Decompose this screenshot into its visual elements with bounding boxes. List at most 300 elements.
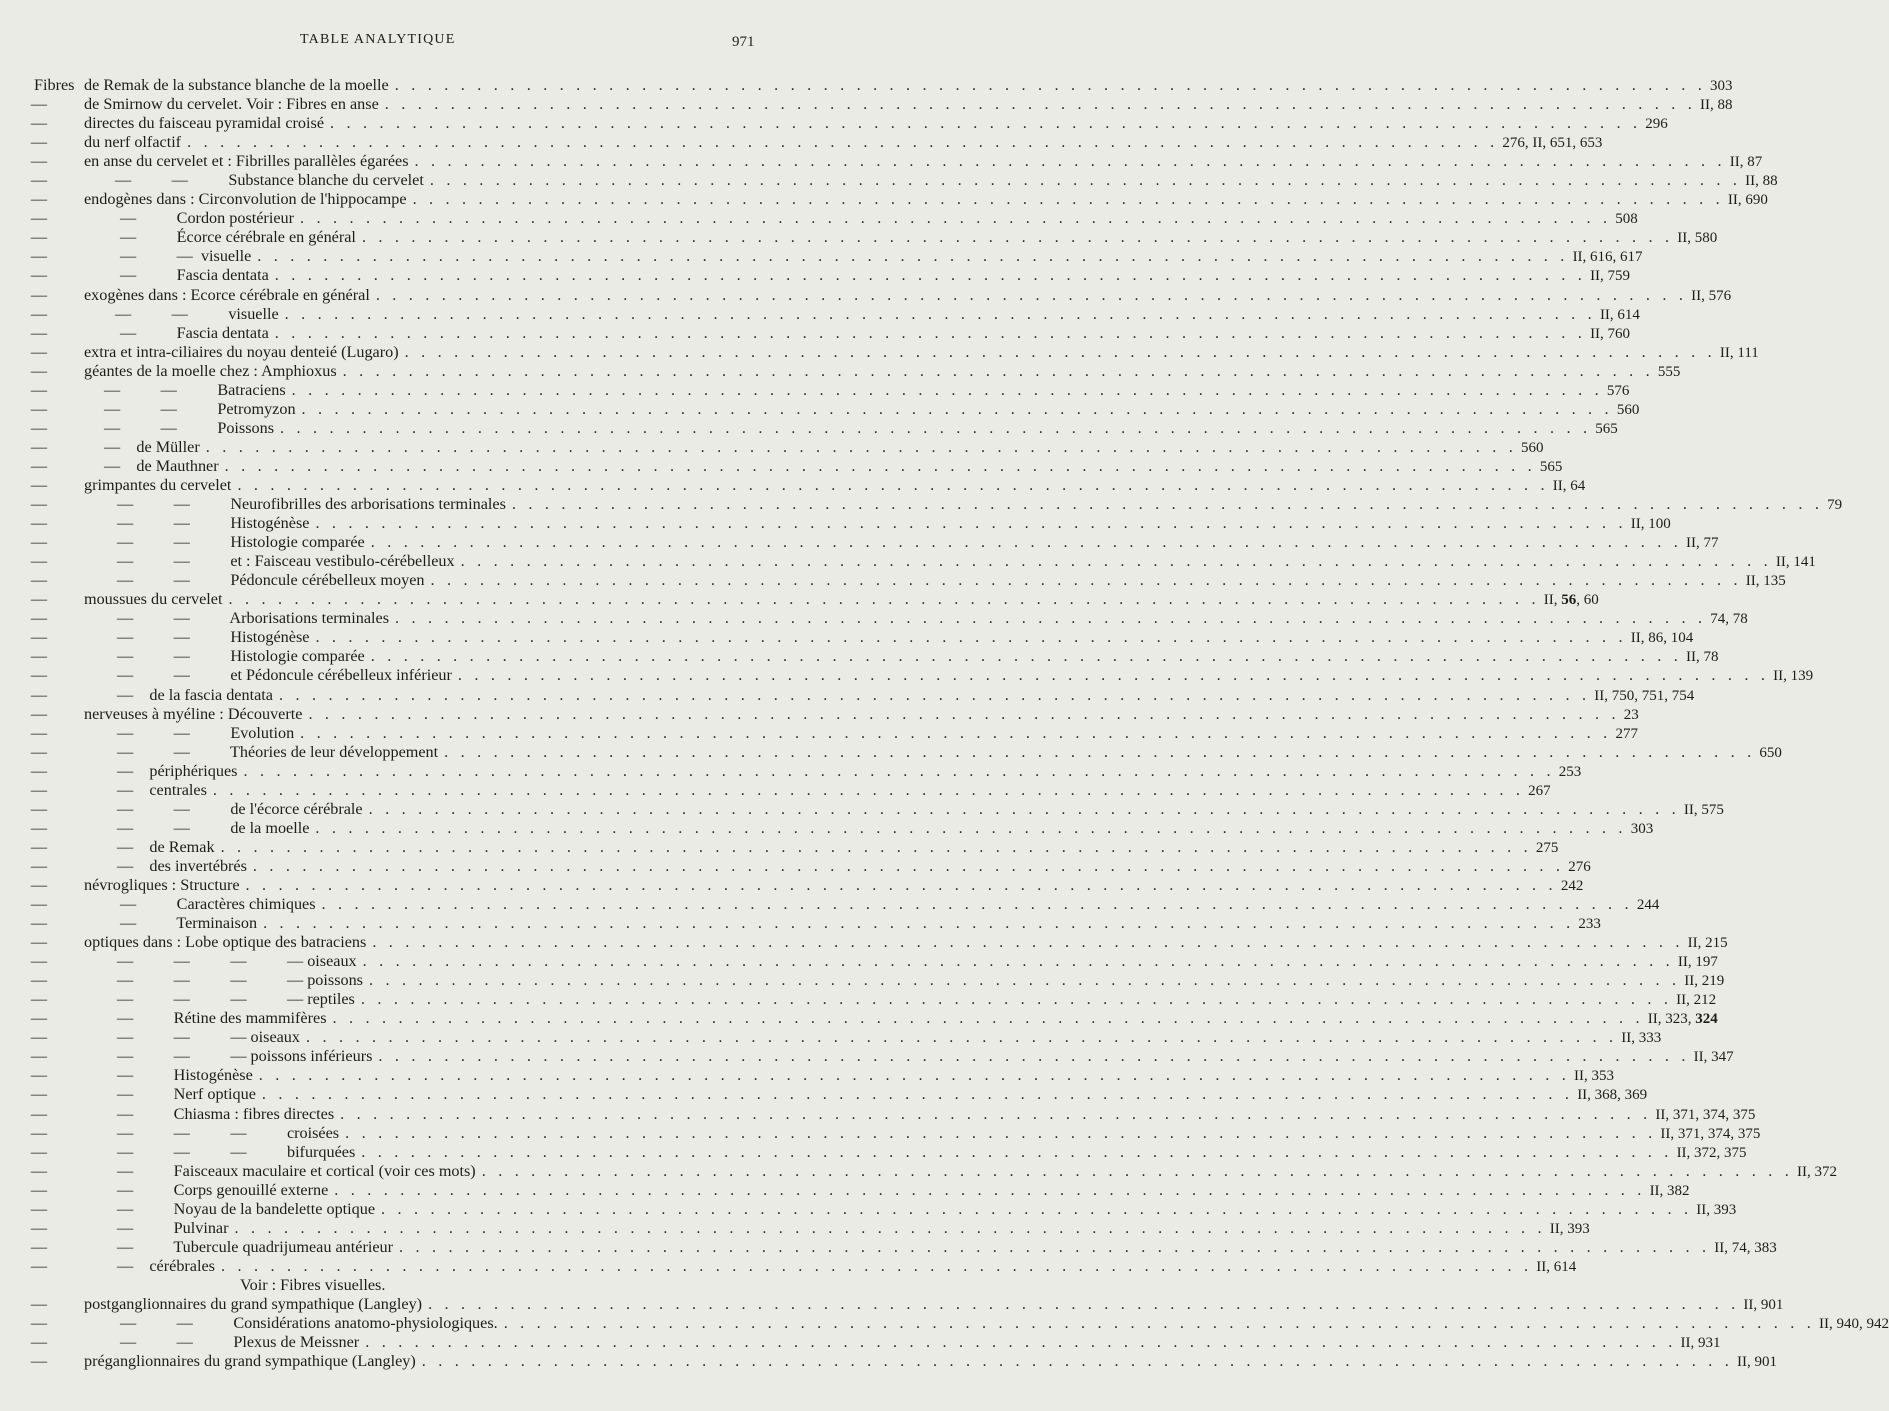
index-entry (0, 1256, 1577, 1276)
entry-text: — — Considérations anatomo-physiologiques. (120, 1314, 498, 1333)
repeat-dash: — (30, 418, 48, 437)
leader-dots: . . . . . . . . . . . . . . . . . . . . . . . . . . . . . . . . . . . . . . . . . . . . . . . . . . . . . . . . . . . . . . . . . . . . . . . . . . . . . . . . (224, 456, 1536, 475)
index-entry (0, 285, 1732, 305)
repeat-dash: — (30, 1333, 48, 1352)
entry-body (120, 247, 1643, 266)
entry-body (117, 990, 1717, 1009)
index-entry (0, 190, 1768, 209)
index-entry (0, 837, 1559, 857)
page-reference: 276 (1568, 858, 1591, 875)
entry-text: — Tubercule quadrijumeau antérieur (117, 1237, 394, 1256)
page-reference: 576 (1606, 382, 1630, 399)
leader-dots: . . . . . . . . . . . . . . . . . . . . . . . . . . . . . . . . . . . . . . . . . . . . . . . . . . . . . . . . . . . . . . . . . . . . . . . . . . . . . . . . (278, 685, 1591, 704)
entry-text: — — — poissons inférieurs (117, 1047, 373, 1066)
page-reference: II, 901 (1743, 1297, 1784, 1313)
repeat-dash: — (30, 1256, 48, 1275)
repeat-dash: — (30, 95, 48, 114)
entry-text: — — de la moelle (117, 818, 310, 837)
page-reference: II, 372, 375 (1676, 1144, 1747, 1161)
entry-body (117, 495, 1843, 514)
entry-text: — — Pédoncule cérébelleux moyen (117, 571, 425, 590)
index-entry (0, 799, 1724, 819)
entry-body (117, 609, 1748, 628)
leader-dots: . . . . . . . . . . . . . . . . . . . . . . . . . . . . . . . . . . . . . . . . . . . . . . . . . . . . . . . . . . . . . . . . . . . . . . . . . . . . . . . . (257, 247, 1569, 266)
repeat-dash: — (30, 1218, 48, 1237)
leader-dots: . . . . . . . . . . . . . . . . . . . . . . . . . . . . . . . . . . . . . . . . . . . . . . . . . . . . . . . . . . . . . . . . . . . . . . . . . . . . . . . . (394, 76, 1707, 94)
entry-body (104, 437, 1544, 457)
repeat-dash: — (30, 1085, 48, 1104)
entry-body (84, 190, 1768, 209)
leader-dots: . . . . . . . . . . . . . . . . . . . . . . . . . . . . . . . . . . . . . . . . . . . . . . . . . . . . . . . . . . . . . . . . . . . . . . . . . . . . . . . . (321, 895, 1633, 914)
index-entry (0, 323, 1631, 343)
page-reference: II, 576 (1691, 287, 1732, 304)
entry-text: de Smirnow du cervelet. Voir : Fibres en anse (84, 95, 379, 114)
repeat-dash: — (30, 228, 48, 247)
entry-text: — de Müller (104, 437, 200, 456)
repeat-dash: — (30, 1066, 48, 1085)
page-reference: 276, II, 651, 653 (1502, 135, 1603, 152)
page-reference: II, 88 (1700, 97, 1733, 114)
entry-body (84, 152, 1763, 171)
leader-dots: . . . . . . . . . . . . . . . . . . . . . . . . . . . . . . . . . . . . . . . . . . . . . . . . . . . . . . . . . . . . . . . . . . . . . . . . . . . . . . . . (361, 228, 1674, 247)
index-entry (0, 1009, 1718, 1028)
index-entry (0, 495, 1843, 514)
leader-dots: . . . . . . . . . . . . . . . . . . . . . . . . . . . . . . . . . . . . . . . . . . . . . . . . . . . . . . . . . . . . . . . . . . . . . . . . . . . . . . . . (243, 761, 1555, 780)
leader-dots: . . . . . . . . . . . . . . . . . . . . . . . . . . . . . . . . . . . . . . . . . . . . . . . . . . . . . . . . . . . . . . . . . . . . . . . . . . . . . . . . (370, 533, 1682, 552)
page-reference: 303 (1630, 820, 1654, 837)
leader-dots: . . . . . . . . . . . . . . . . . . . . . . . . . . . . . . . . . . . . . . . . . . . . . . . . . . . . . . . . . . . . . . . . . . . . . . . . . . . . . . . . (360, 990, 1673, 1009)
repeat-dash: — (30, 971, 48, 990)
repeat-dash: — (30, 323, 48, 342)
leader-dots: . . . . . . . . . . . . . . . . . . . . . . . . . . . . . . . . . . . . . . . . . . . . . . . . . . . . . . . . . . . . . . . . . . . . . . . . . . . . . . . . (429, 171, 1742, 190)
page-reference: II, 353 (1574, 1068, 1615, 1085)
index-entry (0, 266, 1631, 285)
page-reference: II, 940, 942 (1818, 1316, 1889, 1333)
page-reference: II, 759 (1590, 268, 1631, 285)
page-reference: 233 (1578, 916, 1601, 933)
index-entry (0, 152, 1763, 171)
leader-dots: . . . . . . . . . . . . . . . . . . . . . . . . . . . . . . . . . . . . . . . . . . . . . . . . . . . . . . . . . . . . . . . . . . . . . . . . . . . . . . . . (342, 361, 1654, 380)
leader-dots: . . . . . . . . . . . . . . . . . . . . . . . . . . . . . . . . . . . . . . . . . . . . . . . . . . . . . . . . . . . . . . . . . . . . . . . . . . . . . . . . (237, 475, 1549, 494)
page-header (0, 30, 800, 54)
index-entry (0, 666, 1814, 685)
entry-body (117, 1123, 1761, 1143)
repeat-dash: — (30, 761, 48, 780)
entry-text: — — Histogénèse (117, 628, 310, 647)
page-reference: II, 393 (1696, 1201, 1737, 1218)
leader-dots: . . . . . . . . . . . . . . . . . . . . . . . . . . . . . . . . . . . . . . . . . . . . . . . . . . . . . . . . . . . . . . . . . . . . . . . . . . . . . . . . (291, 380, 1603, 399)
page-reference: II, 575 (1683, 801, 1724, 818)
entry-body (117, 1142, 1747, 1162)
page-reference: II, 100 (1630, 516, 1671, 533)
leader-dots: . . . . . . . . . . . . . . . . . . . . . . . . . . . . . . . . . . . . . . . . . . . . . . . . . . . . . . . . . . . . . . . . . . . . . . . . . . . . . . . . (460, 552, 1772, 571)
entry-body (120, 914, 1601, 933)
index-entry (0, 914, 1601, 933)
page-reference: II, 393 (1549, 1220, 1590, 1237)
leader-dots: . . . . . . . . . . . . . . . . . . . . . . . . . . . . . . . . . . . . . . . . . . . . . . . . . . . . . . . . . . . . . . . . . . . . . . . . . . . . . . . . (245, 875, 1557, 894)
index-entry (0, 1333, 1721, 1352)
index-entry (0, 933, 1728, 952)
entry-text: — — Poissons (104, 418, 274, 437)
index-entry (0, 1314, 1889, 1333)
page-reference: 650 (1759, 744, 1782, 761)
index-entry (0, 895, 1660, 914)
index-entry (0, 1161, 1837, 1181)
entry-text: — — Histologie comparée (117, 533, 365, 552)
index-entry (0, 133, 1603, 152)
repeat-dash: — (30, 571, 48, 590)
entry-body (84, 95, 1733, 114)
leader-dots: . . . . . . . . . . . . . . . . . . . . . . . . . . . . . . . . . . . . . . . . . . . . . . . . . . . . . . . . . . . . . . . . . . . . . . . . . . . . . . . . (421, 1352, 1734, 1371)
entry-text: grimpantes du cervelet (84, 475, 232, 494)
leader-dots: . . . . . . . . . . . . . . . . . . . . . . . . . . . . . . . . . . . . . . . . . . . . . . . . . . . . . . . . . . . . . . . . . . . . . . . . . . . . . . . . (315, 628, 1627, 647)
page-reference: 23 (1623, 706, 1639, 723)
entry-body (120, 1333, 1721, 1352)
entry-text: — de Remak (117, 837, 215, 856)
index-entry (0, 475, 1586, 495)
page-reference: II, 56, 60 (1543, 592, 1599, 609)
repeat-dash: — (30, 685, 48, 704)
page-reference: II, 77 (1685, 535, 1719, 552)
entry-text: — — — bifurquées (117, 1142, 356, 1161)
page-reference: II, 382 (1649, 1182, 1690, 1199)
leader-dots: . . . . . . . . . . . . . . . . . . . . . . . . . . . . . . . . . . . . . . . . . . . . . . . . . . . . . . . . . . . . . . . . . . . . . . . . . . . . . . . . (430, 571, 1742, 590)
repeat-dash: — (30, 1180, 48, 1199)
entry-text: névrogliques : Structure (84, 875, 240, 894)
repeat-dash: — (30, 1295, 48, 1313)
entry-text: — Rétine des mammifères (117, 1009, 327, 1028)
repeat-dash: — (30, 209, 48, 228)
entry-text: Voir : Fibres visuelles. (240, 1275, 386, 1294)
leader-dots: . . . . . . . . . . . . . . . . . . . . . . . . . . . . . . . . . . . . . . . . . . . . . . . . . . . . . . . . . . . . . . . . . . . . . . . . . . . . . . . . (395, 609, 1707, 628)
page-reference: II, 87 (1729, 154, 1763, 171)
index-entry (0, 456, 1563, 476)
page-reference: 565 (1595, 420, 1618, 437)
entry-text: — Pulvinar (117, 1218, 229, 1237)
entry-body (104, 418, 1618, 438)
page-reference: II, 616, 617 (1572, 249, 1643, 266)
repeat-dash: — (30, 990, 48, 1009)
entry-text: postganglionnaires du grand sympathique (Langley) (84, 1295, 423, 1313)
repeat-dash: — (30, 171, 48, 190)
entry-text: du nerf olfactif (84, 133, 182, 152)
entry-body (117, 856, 1591, 876)
leader-dots: . . . . . . . . . . . . . . . . . . . . . . . . . . . . . . . . . . . . . . . . . . . . . . . . . . . . . . . . . . . . . . . . . . . . . . . . . . . . . . . . (212, 780, 1525, 799)
entry-text: — Fascia dentata (120, 323, 269, 342)
page-reference: II, 197 (1677, 954, 1718, 971)
repeat-dash: — (30, 647, 48, 666)
repeat-dash: — (30, 361, 48, 380)
entry-text: — Corps genouillé externe (117, 1180, 329, 1199)
entry-text: — — — croisées (117, 1123, 340, 1142)
entry-text: — — — oiseaux (117, 1028, 300, 1047)
entry-text: en anse du cervelet et : Fibrilles parallèles égarées (84, 152, 409, 171)
index-entry (0, 628, 1694, 647)
index-entry (0, 380, 1630, 400)
page-reference: II, 323, 324 (1647, 1011, 1718, 1028)
index-entry (0, 818, 1654, 838)
leader-dots: . . . . . . . . . . . . . . . . . . . . . . . . . . . . . . . . . . . . . . . . . . . . . . . . . . . . . . . . . . . . . . . . . . . . . . . . . . . . . . . . (300, 209, 1612, 228)
entry-text: — — Histogénèse (117, 514, 310, 533)
entry-text: — — et : Faisceau vestibulo-cérébelleux (117, 552, 455, 571)
repeat-dash: — (30, 1123, 48, 1142)
repeat-dash: — (30, 1352, 48, 1371)
leader-dots: . . . . . . . . . . . . . . . . . . . . . . . . . . . . . . . . . . . . . . . . . . . . . . . . . . . . . . . . . . . . . . . . . . . . . . . . . . . . . . . . (308, 704, 1620, 723)
index-entry (0, 514, 1671, 533)
entry-body (117, 818, 1654, 838)
page-reference: II, 901 (1737, 1354, 1778, 1371)
index-entry (0, 76, 1733, 95)
index-entry (0, 704, 1639, 724)
entry-text: exogènes dans : Ecorce cérébrale en général (84, 285, 370, 304)
index-entry (0, 533, 1719, 552)
leader-dots: . . . . . . . . . . . . . . . . . . . . . . . . . . . . . . . . . . . . . . . . . . . . . . . . . . . . . . . . . . . . . . . . . . . . . . . . . . . . . . . . (372, 933, 1684, 952)
leader-dots: . . . . . . . . . . . . . . . . . . . . . . . . . . . . . . . . . . . . . . . . . . . . . . . . . . . . . . . . . . . . . . . . . . . . . . . . . . . . . . . . (511, 495, 1824, 514)
page-reference: II, 931 (1680, 1335, 1721, 1352)
leader-dots: . . . . . . . . . . . . . . . . . . . . . . . . . . . . . . . . . . . . . . . . . . . . . . . . . . . . . . . . . . . . . . . . . . . . . . . . . . . . . . . . (444, 742, 1756, 761)
entry-body (117, 1104, 1756, 1124)
repeat-dash: — (30, 875, 48, 894)
repeat-dash: — (30, 495, 48, 514)
entry-body (117, 1256, 1577, 1276)
repeat-dash: — (30, 609, 48, 628)
leader-dots: . . . . . . . . . . . . . . . . . . . . . . . . . . . . . . . . . . . . . . . . . . . . . . . . . . . . . . . . . . . . . . . . . . . . . . . . . . . . . . . . (381, 1199, 1693, 1218)
index-entry (0, 875, 1584, 895)
page-reference: II, 368, 369 (1577, 1087, 1648, 1104)
entry-text: — Nerf optique (117, 1085, 256, 1104)
index-entry (0, 990, 1717, 1009)
entry-body (84, 285, 1732, 305)
index-entry (0, 1180, 1690, 1200)
entry-body (120, 1314, 1889, 1333)
index-entry (0, 971, 1725, 990)
entry-text: — cérébrales (117, 1256, 215, 1275)
entry-body (117, 1199, 1737, 1219)
index-entry (0, 780, 1551, 800)
repeat-dash: — (30, 1237, 48, 1256)
repeat-dash: — (30, 742, 48, 761)
repeat-dash: — (30, 552, 48, 571)
repeat-dash: — (30, 304, 48, 323)
index-entry (0, 1123, 1761, 1143)
entry-text: — Écorce cérébrale en général (120, 228, 356, 247)
entry-body (84, 590, 1599, 609)
index-entry (0, 1295, 1784, 1314)
leader-dots: . . . . . . . . . . . . . . . . . . . . . . . . . . . . . . . . . . . . . . . . . . . . . . . . . . . . . . . . . . . . . . . . . . . . . . . . . . . . . . . . (368, 799, 1680, 818)
index-entry (0, 1104, 1756, 1124)
index-entry (0, 723, 1638, 743)
entry-text: — de Mauthner (104, 456, 219, 475)
repeat-dash: — (30, 1314, 48, 1333)
entry-text: — — visuelle (115, 304, 279, 323)
index-entry (0, 209, 1638, 228)
entry-body (120, 266, 1631, 285)
page-reference: II, 78 (1685, 649, 1719, 666)
leader-dots: . . . . . . . . . . . . . . . . . . . . . . . . . . . . . . . . . . . . . . . . . . . . . . . . . . . . . . . . . . . . . . . . . . . . . . . . . . . . . . . . (384, 95, 1697, 114)
entry-text: — Fascia dentata (120, 266, 269, 285)
repeat-dash: — (30, 1009, 48, 1028)
repeat-dash: — (30, 190, 48, 209)
entry-text: de Remak de la substance blanche de la moelle (84, 76, 389, 94)
leader-dots: . . . . . . . . . . . . . . . . . . . . . . . . . . . . . . . . . . . . . . . . . . . . . . . . . . . . . . . . . . . . . . . . . . . . . . . . . . . . . . . . (399, 1237, 1711, 1256)
page-reference: 253 (1558, 763, 1582, 780)
repeat-dash: — (30, 1199, 48, 1218)
leader-dots: . . . . . . . . . . . . . . . . . . . . . . . . . . . . . . . . . . . . . . . . . . . . . . . . . . . . . . . . . . . . . . . . . . . . . . . . . . . . . . . . (378, 1047, 1690, 1066)
index-entry (0, 114, 1668, 133)
entry-text: préganglionnaires du grand sympathique (Langley) (84, 1352, 416, 1371)
repeat-dash: — (30, 666, 48, 685)
entry-body (117, 761, 1582, 781)
index-entry (0, 552, 1816, 571)
page-reference: II, 372 (1796, 1163, 1837, 1180)
entry-body (84, 361, 1681, 381)
leader-dots: . . . . . . . . . . . . . . . . . . . . . . . . . . . . . . . . . . . . . . . . . . . . . . . . . . . . . . . . . . . . . . . . . . . . . . . . . . . . . . . . (261, 1085, 1574, 1104)
repeat-dash: — (30, 437, 48, 456)
page-reference: 508 (1615, 211, 1638, 228)
entry-text: — Caractères chimiques (120, 895, 316, 914)
entry-text: — — Evolution (117, 723, 295, 742)
page-reference: II, 215 (1687, 935, 1728, 952)
entry-body (117, 1066, 1615, 1085)
page-reference: II, 690 (1727, 192, 1768, 209)
index-entry (0, 647, 1719, 666)
page-reference: II, 212 (1676, 992, 1717, 1009)
leader-dots: . . . . . . . . . . . . . . . . . . . . . . . . . . . . . . . . . . . . . . . . . . . . . . . . . . . . . . . . . . . . . . . . . . . . . . . . . . . . . . . . (315, 514, 1627, 533)
page-reference: 242 (1560, 877, 1584, 894)
entry-body (84, 76, 1733, 95)
entry-text: — Chiasma : fibres directes (117, 1104, 335, 1123)
page-number: 971 (732, 34, 755, 50)
entry-body (117, 533, 1719, 552)
entry-body (117, 552, 1816, 571)
page-reference: II, 86, 104 (1630, 630, 1694, 647)
leader-dots: . . . . . . . . . . . . . . . . . . . . . . . . . . . . . . . . . . . . . . . . . . . . . . . . . . . . . . . . . . . . . . . . . . . . . . . . . . . . . . . . (481, 1161, 1793, 1180)
index-entry (0, 590, 1599, 609)
page-reference: 560 (1521, 439, 1544, 456)
entry-body (120, 323, 1631, 343)
repeat-dash: — (30, 818, 48, 837)
leader-dots: . . . . . . . . . . . . . . . . . . . . . . . . . . . . . . . . . . . . . . . . . . . . . . . . . . . . . . . . . . . . . . . . . . . . . . . . . . . . . . . . (503, 1314, 1815, 1333)
index-entry (0, 1085, 1648, 1104)
leader-dots: . . . . . . . . . . . . . . . . . . . . . . . . . . . . . . . . . . . . . . . . . . . . . . . . . . . . . . . . . . . . . . . . . . . . . . . . . . . . . . . . (340, 1104, 1652, 1123)
page-reference: II, 88 (1745, 173, 1778, 190)
leader-dots: . . . . . . . . . . . . . . . . . . . . . . . . . . . . . . . . . . . . . . . . . . . . . . . . . . . . . . . . . . . . . . . . . . . . . . . . . . . . . . . . (300, 723, 1612, 742)
entry-text: — — — — reptiles (117, 990, 355, 1009)
page-reference: 74, 78 (1710, 611, 1748, 628)
page-reference: II, 135 (1745, 573, 1786, 590)
leader-dots: . . . . . . . . . . . . . . . . . . . . . . . . . . . . . . . . . . . . . . . . . . . . . . . . . . . . . . . . . . . . . . . . . . . . . . . . . . . . . . . . (404, 342, 1716, 361)
entry-body (117, 1180, 1690, 1200)
entry-text: — — Histologie comparée (117, 647, 365, 666)
index-entry (0, 1237, 1777, 1257)
index-entry (0, 342, 1759, 362)
entry-body (115, 304, 1640, 324)
entry-body (84, 1295, 1784, 1314)
index-entry (0, 952, 1718, 971)
entry-body (117, 971, 1725, 990)
entry-body (120, 228, 1718, 247)
entry-body (117, 628, 1694, 647)
entry-text: — Histogénèse (117, 1066, 253, 1085)
entry-body (115, 171, 1778, 190)
entry-text: — Noyau de la bandelette optique (117, 1199, 376, 1218)
leader-dots: . . . . . . . . . . . . . . . . . . . . . . . . . . . . . . . . . . . . . . . . . . . . . . . . . . . . . . . . . . . . . . . . . . . . . . . . . . . . . . . . (220, 837, 1532, 856)
entry-text: — — Théories de leur développement (117, 742, 439, 761)
page-reference: II, 750, 751, 754 (1594, 687, 1695, 704)
entry-body (117, 837, 1559, 857)
entry-body (120, 895, 1660, 914)
entry-text: — — Plexus de Meissner (120, 1333, 360, 1352)
entry-text: géantes de la moelle chez : Amphioxus (84, 361, 337, 380)
repeat-dash: — (30, 723, 48, 742)
entry-text: — Terminaison (120, 914, 258, 933)
entry-text: directes du faisceau pyramidal croisé (84, 114, 325, 133)
repeat-dash: — (30, 895, 48, 914)
leader-dots: . . . . . . . . . . . . . . . . . . . . . . . . . . . . . . . . . . . . . . . . . . . . . . . . . . . . . . . . . . . . . . . . . . . . . . . . . . . . . . . . (330, 114, 1642, 133)
leader-dots: . . . . . . . . . . . . . . . . . . . . . . . . . . . . . . . . . . . . . . . . . . . . . . . . . . . . . . . . . . . . . . . . . . . . . . . . . . . . . . . . (365, 1333, 1677, 1352)
index-entry (0, 1028, 1662, 1047)
entry-body (117, 1009, 1718, 1028)
entry-body (117, 685, 1695, 705)
entry-text: — de la fascia dentata (117, 685, 273, 704)
page-reference: II, 760 (1590, 325, 1631, 342)
entry-text: — des invertébrés (117, 856, 247, 875)
page-reference: II, 580 (1677, 230, 1718, 247)
repeat-dash: — (30, 133, 48, 152)
index-entry (0, 685, 1695, 705)
page-reference: II, 74, 383 (1714, 1239, 1777, 1256)
repeat-dash: — (30, 952, 48, 971)
repeat-dash: — (30, 380, 48, 399)
repeat-dash: — (30, 837, 48, 856)
repeat-dash: — (30, 247, 48, 266)
entry-body (84, 704, 1639, 724)
leader-dots: . . . . . . . . . . . . . . . . . . . . . . . . . . . . . . . . . . . . . . . . . . . . . . . . . . . . . . . . . . . . . . . . . . . . . . . . . . . . . . . . (258, 1066, 1571, 1085)
running-title: TABLE ANALYTIQUE (300, 32, 456, 47)
entry-body (117, 666, 1814, 685)
entry-body (117, 1047, 1734, 1066)
index-entry (0, 1199, 1737, 1219)
leader-dots: . . . . . . . . . . . . . . . . . . . . . . . . . . . . . . . . . . . . . . . . . . . . . . . . . . . . . . . . . . . . . . . . . . . . . . . . . . . . . . . . (234, 1218, 1546, 1237)
index-entry (0, 571, 1786, 590)
page-reference: 244 (1636, 897, 1660, 914)
index-entry (0, 418, 1618, 438)
index-entry (0, 171, 1778, 190)
entry-text: — — Arborisations terminales (117, 609, 390, 628)
entry-text: — Faisceaux maculaire et cortical (voir ces mots) (117, 1161, 476, 1180)
page-reference: 555 (1657, 363, 1681, 380)
index-entry (0, 761, 1582, 781)
index-entry (0, 1218, 1590, 1238)
index-entry (0, 399, 1640, 419)
index-entries (0, 76, 1889, 1371)
leader-dots: . . . . . . . . . . . . . . . . . . . . . . . . . . . . . . . . . . . . . . . . . . . . . . . . . . . . . . . . . . . . . . . . . . . . . . . . . . . . . . . . (332, 1009, 1644, 1028)
repeat-dash: — (30, 285, 48, 304)
repeat-dash: — (30, 1142, 48, 1161)
entry-text: — — Substance blanche du cervelet (115, 171, 424, 190)
page-reference: 267 (1528, 782, 1551, 799)
entry-body (117, 799, 1724, 819)
entry-text: — périphériques (117, 761, 238, 780)
leader-dots: . . . . . . . . . . . . . . . . . . . . . . . . . . . . . . . . . . . . . . . . . . . . . . . . . . . . . . . . . . . . . . . . . . . . . . . . . . . . . . . . (334, 1180, 1646, 1199)
page-reference: II, 64 (1552, 477, 1586, 494)
entry-body (117, 742, 1782, 762)
page-reference: II, 139 (1773, 668, 1814, 685)
entry-body (104, 380, 1630, 400)
entry-body (104, 456, 1563, 476)
entry-body (84, 114, 1668, 133)
entry-text: — — Neurofibrilles des arborisations terminales (117, 495, 506, 514)
